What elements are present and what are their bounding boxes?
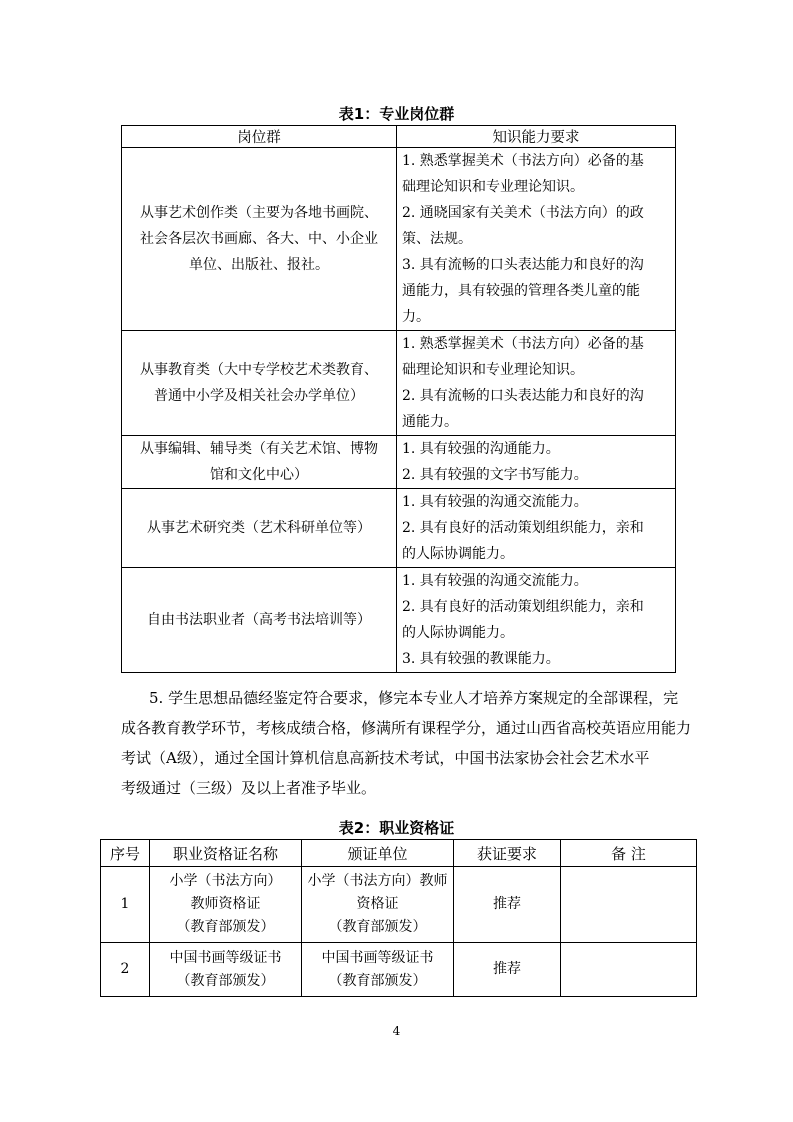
requirements-cell [397,568,676,673]
cell-text: 小学（书法方向）教师 [307,873,448,889]
paragraph-line: 考级通过（三级）及以上者准予毕业。 [121,779,377,797]
requirement-cell: 推荐 [454,943,561,997]
table2-caption: 表2：职业资格证 [338,819,455,837]
certificate-table [100,839,697,997]
table-row [122,436,676,489]
cell-text: 策、法规。 [402,231,472,247]
job-group-cell [122,568,397,673]
requirements-cell [397,331,676,436]
column-header: 备 注 [561,840,697,867]
table-row [122,148,676,331]
certificate-name-cell [150,867,302,943]
cell-text: 2. 具有流畅的口头表达能力和良好的沟 [402,388,644,404]
cell-text: 通能力。 [402,414,458,430]
column-header: 知识能力要求 [397,126,676,148]
cell-text: 自由书法职业者（高考书法培训等） [147,612,371,628]
note-cell [561,867,697,943]
cell-text: （教育部颁发） [176,919,275,935]
column-header: 职业资格证名称 [150,840,302,867]
cell-text: 2. 具有较强的文字书写能力。 [402,467,588,483]
cell-text: 1. 具有较强的沟通能力。 [402,441,560,457]
cell-text: 资格证 [356,896,399,912]
cell-text: 的人际协调能力。 [402,546,514,562]
cell-text: 2. 具有良好的活动策划组织能力，亲和 [402,520,644,536]
cell-text: 的人际协调能力。 [402,625,514,641]
cell-text: 1. 具有较强的沟通交流能力。 [402,573,588,589]
cell-text: 1. 具有较强的沟通交流能力。 [402,494,588,510]
cell-text: 2. 具有良好的活动策划组织能力，亲和 [402,599,644,615]
column-header: 获证要求 [454,840,561,867]
issuer-cell [302,867,454,943]
table-row [101,867,697,943]
cell-text: 3. 具有流畅的口头表达能力和良好的沟 [402,257,644,273]
table-row [122,489,676,568]
row-number: 2 [101,943,150,997]
requirements-cell [397,436,676,489]
cell-text: 础理论知识和专业理论知识。 [402,362,584,378]
cell-text: 从事艺术研究类（艺术科研单位等） [147,520,371,536]
column-header: 岗位群 [122,126,397,148]
cell-text: 中国书画等级证书 [321,949,434,966]
requirement-cell: 推荐 [454,867,561,943]
cell-text: （教育部颁发） [176,972,275,989]
job-group-cell [122,436,397,489]
cell-text: 中国书画等级证书 [169,949,282,966]
graduation-requirements-paragraph [121,683,692,803]
page-number: 4 [392,1024,401,1038]
cell-text: 础理论知识和专业理论知识。 [402,179,584,195]
cell-text: 单位、出版社、报社。 [189,257,329,273]
table-row [101,943,697,997]
cell-text: 小学（书法方向） [169,873,282,889]
paragraph-line: 5. 学生思想品德经鉴定符合要求，修完本专业人才培养方案规定的全部课程，完 [149,689,679,707]
cell-text: 普通中小学及相关社会办学单位） [154,388,364,404]
table-row [122,331,676,436]
cell-text: 社会各层次书画廊、各大、中、小企业 [140,231,378,247]
job-group-cell [122,331,397,436]
cell-text: 馆和文化中心） [210,467,308,483]
column-header: 颁证单位 [302,840,454,867]
cell-text: 从事艺术创作类（主要为各地书画院、 [140,205,378,221]
paragraph-line: 成各教育教学环节，考核成绩合格，修满所有课程学分，通过山西省高校英语应用能力 [121,719,692,737]
job-group-table [121,125,676,673]
certificate-name-cell [150,943,302,997]
cell-text: 力。 [402,309,430,325]
cell-text: 1. 熟悉掌握美术（书法方向）必备的基 [402,153,644,169]
job-group-cell [122,489,397,568]
paragraph-line: 考试（A级），通过全国计算机信息高新技术考试，中国书法家协会社会艺术水平 [121,749,650,767]
note-cell [561,943,697,997]
table-header-row [122,126,676,148]
table-row [122,568,676,673]
cell-text: （教育部颁发） [328,919,427,935]
requirements-cell [397,489,676,568]
job-group-cell [122,148,397,331]
issuer-cell [302,943,454,997]
cell-text: 1. 熟悉掌握美术（书法方向）必备的基 [402,336,644,352]
cell-text: 通能力，具有较强的管理各类儿童的能 [402,283,640,299]
table-header-row [101,840,697,867]
cell-text: 2. 通晓国家有关美术（书法方向）的政 [402,205,644,221]
requirements-cell [397,148,676,331]
table1-caption: 表1：专业岗位群 [338,105,455,123]
cell-text: 从事编辑、辅导类（有关艺术馆、博物 [140,441,378,457]
cell-text: （教育部颁发） [328,972,427,989]
cell-text: 从事教育类（大中专学校艺术类教育、 [140,362,378,378]
row-number: 1 [101,867,150,943]
cell-text: 3. 具有较强的教课能力。 [402,651,560,667]
cell-text: 教师资格证 [190,896,261,912]
column-header: 序号 [101,840,150,867]
